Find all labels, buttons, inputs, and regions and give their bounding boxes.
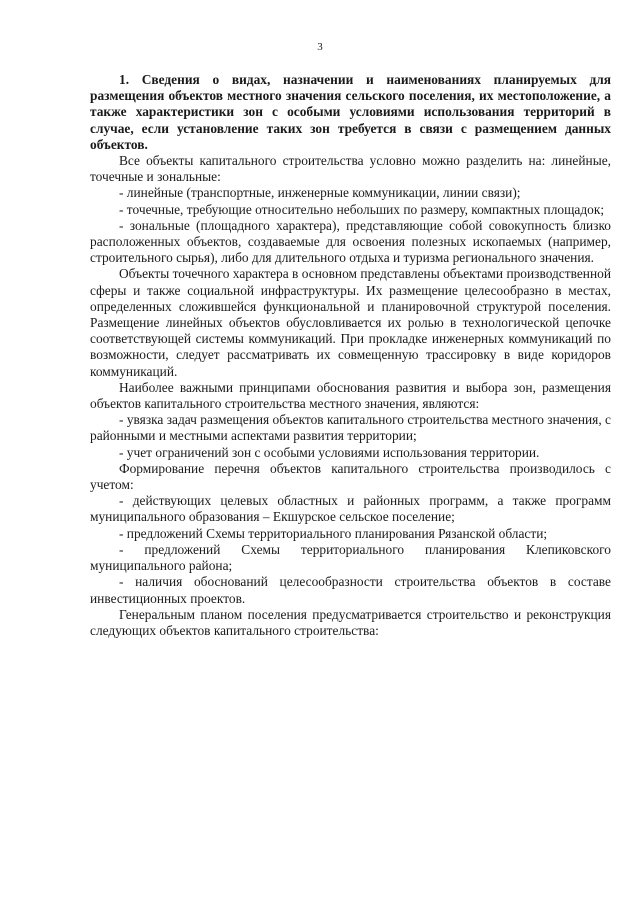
document-body <box>90 72 611 639</box>
paragraph-point-objects: Объекты точечного характера в основном представлены объектами производственной сферы и также социальной инфраструктуры. Их размещение целесообразно в местах, определенных сложившейся функциональной и планировочной структурой поселения. Размещение линейных объектов обусловливается их ролью в технологической цепочке соответствующей системы коммуникаций. При прокладке инженерных коммуникаций по возможности, следует рассматривать их совмещенную трассировку в виде коридоров коммуникаций. <box>90 266 611 379</box>
list-item-point: - точечные, требующие относительно небольших по размеру, компактных площадок; <box>119 201 605 217</box>
list-item-investment: - наличия обоснований целесообразности строительства объектов в составе инвестиционных проектов. <box>90 574 611 606</box>
list-item-principle-1: - увязка задач размещения объектов капитального строительства местного значения, с районными и местными аспектами развития территории; <box>90 412 611 444</box>
page-number: 3 <box>317 41 323 53</box>
list-item-linear: - линейные (транспортные, инженерные коммуникации, линии связи); <box>119 185 521 201</box>
section-heading: 1. Сведения о видах, назначении и наименованиях планируемых для размещения объектов местного значения сельского поселения, их местоположение, а также характеристики зон с особыми условиями использования территорий в случае, если установление таких зон требуется в связи с размещением данных объектов. <box>90 72 611 152</box>
list-item-programs: - действующих целевых областных и районных программ, а также программ муниципального образования – Екшурское сельское поселение; <box>90 493 611 525</box>
paragraph-formation: Формирование перечня объектов капитального строительства производилось с учетом: <box>90 460 611 493</box>
paragraph-principles: Наиболее важными принципами обоснования развития и выбора зон, размещения объектов капитального строительства местного значения, являются: <box>90 379 611 412</box>
paragraph-general-plan: Генеральным планом поселения предусматривается строительство и реконструкция следующих объектов капитального строительства: <box>90 606 611 638</box>
paragraph-intro: Все объекты капитального строительства условно можно разделить на: линейные, точечные и зональные: <box>90 153 611 185</box>
list-item-district-scheme: - предложений Схемы территориального планирования Клепиковского муниципального района; <box>90 541 611 574</box>
list-item-regional-scheme: - предложений Схемы территориального планирования Рязанской области; <box>119 525 548 541</box>
list-item-zonal: - зональные (площадного характера), представляющие собой совокупность близко расположенных объектов, создаваемые для освоения полезных ископаемых (например, строительного сырья), либо для длительного отдыха и туризма регионального значения. <box>90 217 611 266</box>
list-item-principle-2: - учет ограничений зон с особыми условиями использования территории. <box>119 444 540 460</box>
